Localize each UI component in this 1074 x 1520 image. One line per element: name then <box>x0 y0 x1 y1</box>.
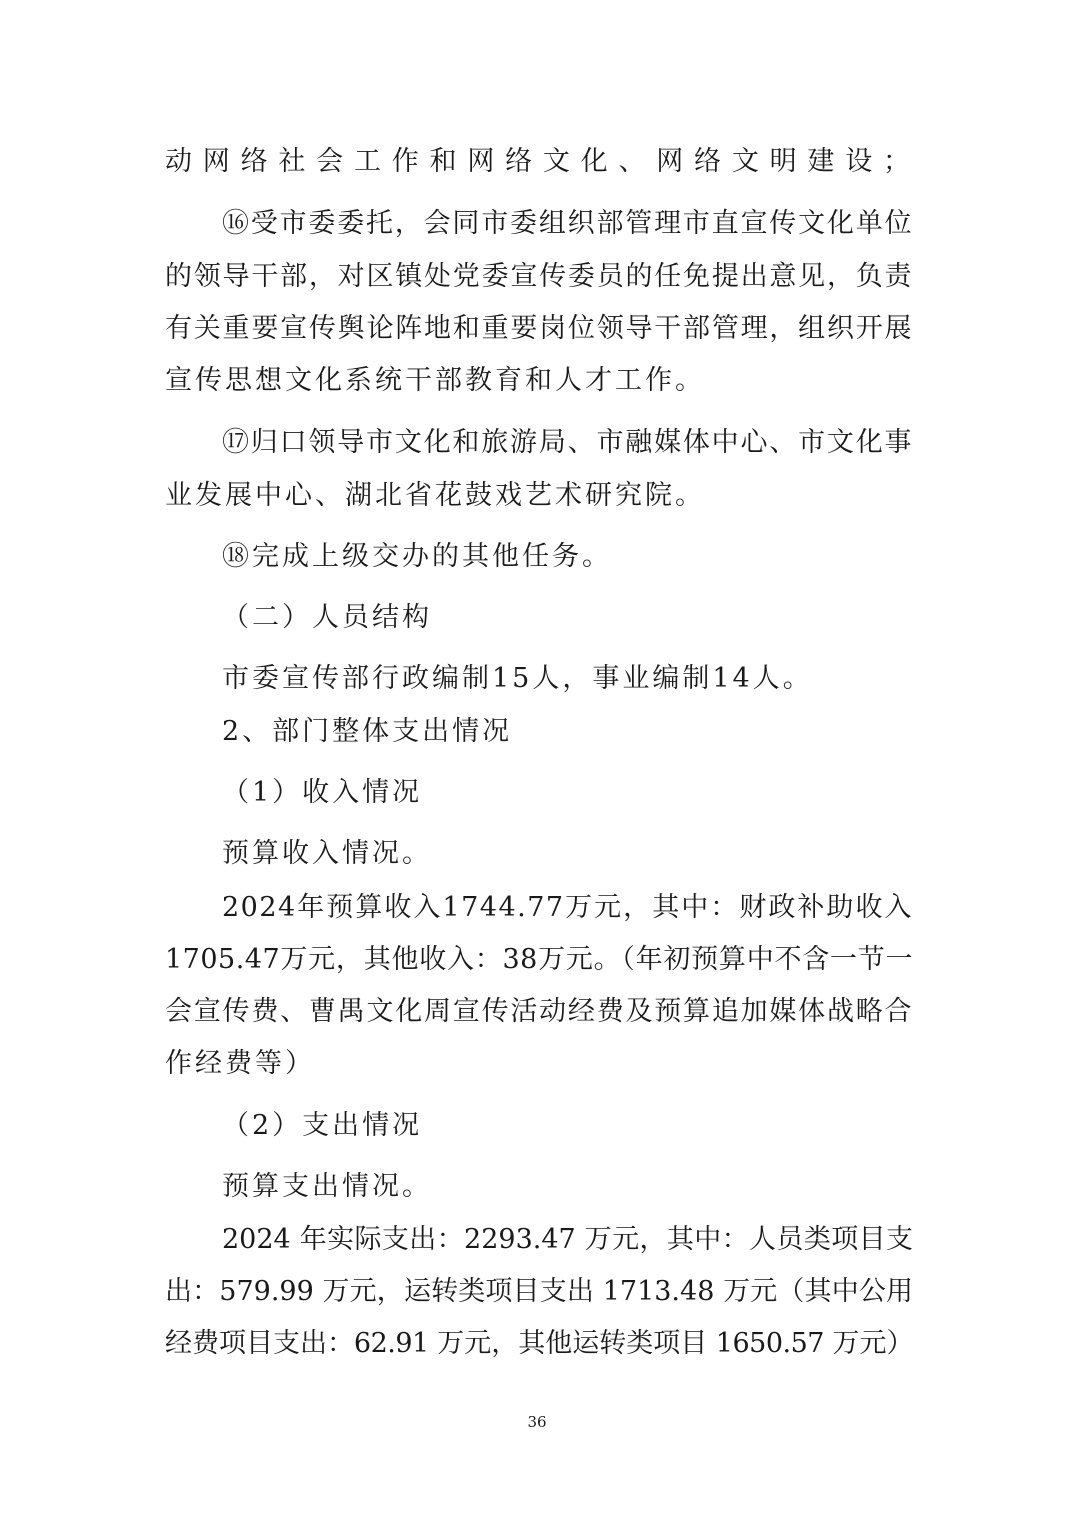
text-line-19: 预算支出情况。 <box>222 1171 432 1202</box>
text-line-13: 预算收入情况。 <box>222 838 432 869</box>
text-line-5: 宣传思想文化系统干部教育和人才工作。 <box>165 365 705 396</box>
text-line-3: 的领导干部，对区镇处党委宣传委员的任免提出意见，负责 <box>165 261 913 292</box>
text-line-22: 经费项目支出：62.91 万元，其他运转类项目 1650.57 万元） <box>165 1328 913 1359</box>
text-line-21: 出：579.99 万元，运转类项目支出 1713.48 万元（其中公用 <box>165 1276 913 1307</box>
page-number: 36 <box>527 1413 547 1431</box>
subheading-income: （1）收入情况 <box>222 777 423 808</box>
text-line-14: 2024年预算收入1744.77万元，其中：财政补助收入 <box>222 892 913 923</box>
text-line-17: 作经费等） <box>165 1048 315 1079</box>
subheading-expenditure: （2）支出情况 <box>222 1110 423 1141</box>
text-line-4: 有关重要宣传舆论阵地和重要岗位领导干部管理，组织开展 <box>165 313 913 344</box>
section-heading-expenditure: 2、部门整体支出情况 <box>222 716 513 747</box>
text-line-6: ⑰归口领导市文化和旅游局、市融媒体中心、市文化事 <box>222 427 913 458</box>
text-line-16: 会宣传费、曹禺文化周宣传活动经费及预算追加媒体战略合 <box>165 996 913 1027</box>
section-heading-personnel: （二）人员结构 <box>222 602 432 633</box>
text-line-1: 动网络社会工作和网络文化、网络文明建设； <box>165 146 913 177</box>
text-line-15: 1705.47万元，其他收入：38万元。（年初预算中不含一节一 <box>165 944 913 975</box>
text-line-7: 业发展中心、湖北省花鼓戏艺术研究院。 <box>165 480 705 511</box>
text-line-20: 2024 年实际支出：2293.47 万元，其中：人员类项目支 <box>222 1224 913 1255</box>
text-line-10: 市委宣传部行政编制15人，事业编制14人。 <box>222 663 813 694</box>
text-line-2: ⑯受市委委托，会同市委组织部管理市直宣传文化单位 <box>222 208 913 239</box>
text-line-8: ⑱完成上级交办的其他任务。 <box>222 541 612 572</box>
